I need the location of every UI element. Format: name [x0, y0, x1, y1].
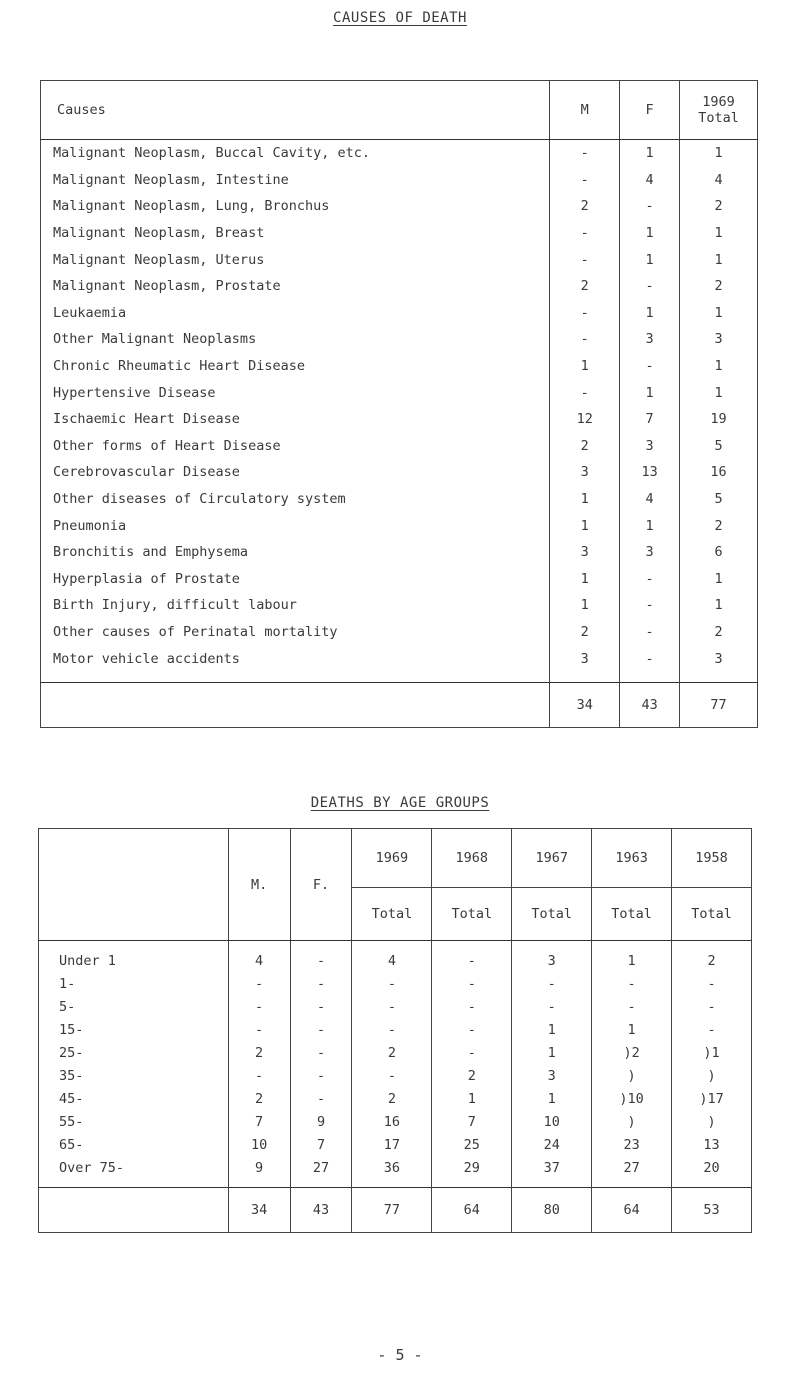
age-group-label: 45- — [59, 1090, 84, 1107]
age-group-value-y1967: 1 — [512, 1018, 592, 1041]
cause-total-count: 3 — [680, 326, 758, 353]
age-total-y1969: 77 — [352, 1188, 432, 1233]
cause-name: Other forms of Heart Disease — [53, 437, 281, 454]
causes-of-death-title: CAUSES OF DEATH — [333, 10, 467, 26]
age-group-value-y1968: 2 — [432, 1064, 512, 1087]
cause-male-count: 1 — [550, 486, 620, 513]
age-header-total-label: Total — [592, 888, 672, 941]
cause-female-count: 7 — [620, 406, 680, 433]
cause-female-count: 1 — [620, 220, 680, 247]
age-group-value-y1968: - — [432, 972, 512, 995]
age-group-value-y1967: - — [512, 995, 592, 1018]
causes-total-male: 34 — [550, 682, 620, 727]
age-group-value-y1969: - — [352, 972, 432, 995]
cause-female-count: - — [620, 353, 680, 380]
age-group-value-y1958: - — [672, 1018, 752, 1041]
cause-male-count: 2 — [550, 193, 620, 220]
deaths-by-age-table — [38, 828, 752, 1233]
age-group-label: 35- — [59, 1067, 84, 1084]
age-group-value-y1958: 2 — [672, 941, 752, 973]
cause-male-count: 1 — [550, 512, 620, 539]
age-group-label: 25- — [59, 1044, 84, 1061]
cause-female-count: - — [620, 645, 680, 672]
cause-total-count: 1 — [680, 140, 758, 167]
age-group-value-y1958: 20 — [672, 1156, 752, 1179]
age-group-value-y1967: 37 — [512, 1156, 592, 1179]
age-header-row-years — [39, 829, 752, 888]
age-group-value-y1969: - — [352, 995, 432, 1018]
age-group-value-y1968: - — [432, 995, 512, 1018]
age-group-value-y1969: - — [352, 1018, 432, 1041]
age-group-value-y1958: )1 — [672, 1041, 752, 1064]
age-group-value-y1969: 36 — [352, 1156, 432, 1179]
age-group-value-y1968: 29 — [432, 1156, 512, 1179]
cause-row — [41, 140, 758, 167]
cause-row — [41, 592, 758, 619]
cause-female-count: 1 — [620, 140, 680, 167]
cause-male-count: - — [550, 300, 620, 327]
age-group-value-y1958: 13 — [672, 1133, 752, 1156]
cause-name: Motor vehicle accidents — [53, 650, 240, 667]
age-total-y1963: 64 — [592, 1188, 672, 1233]
age-group-value-y1968: 25 — [432, 1133, 512, 1156]
cause-male-count: - — [550, 140, 620, 167]
cause-male-count: - — [550, 220, 620, 247]
cause-total-count: 1 — [680, 379, 758, 406]
cause-row — [41, 406, 758, 433]
age-header-year: 1958 — [672, 829, 752, 888]
age-spacer-row — [39, 1179, 752, 1188]
age-group-row — [39, 1064, 752, 1087]
cause-row — [41, 619, 758, 646]
cause-male-count: 1 — [550, 353, 620, 380]
age-group-value-y1963: 1 — [592, 1018, 672, 1041]
age-group-value-y1963: 27 — [592, 1156, 672, 1179]
cause-female-count: 4 — [620, 486, 680, 513]
cause-total-count: 2 — [680, 273, 758, 300]
cause-female-count: 3 — [620, 539, 680, 566]
age-group-value-y1958: - — [672, 972, 752, 995]
cause-name: Malignant Neoplasm, Buccal Cavity, etc. — [53, 145, 370, 162]
cause-row — [41, 486, 758, 513]
age-total-y1968: 64 — [432, 1188, 512, 1233]
cause-row — [41, 246, 758, 273]
age-group-value-f: - — [290, 995, 352, 1018]
age-group-value-y1967: 3 — [512, 941, 592, 973]
cause-male-count: - — [550, 379, 620, 406]
age-group-value-f: - — [290, 1018, 352, 1041]
cause-male-count: - — [550, 167, 620, 194]
age-total-y1967: 80 — [512, 1188, 592, 1233]
cause-total-count: 5 — [680, 486, 758, 513]
cause-row — [41, 193, 758, 220]
cause-row — [41, 433, 758, 460]
age-group-label: 5- — [59, 998, 76, 1015]
age-total-blank — [39, 1188, 229, 1233]
age-group-label: Over 75- — [59, 1159, 125, 1176]
cause-row — [41, 566, 758, 593]
age-group-value-y1967: 3 — [512, 1064, 592, 1087]
cause-name: Malignant Neoplasm, Prostate — [53, 278, 281, 295]
cause-name: Hyperplasia of Prostate — [53, 570, 240, 587]
cause-total-count: 19 — [680, 406, 758, 433]
cause-row — [41, 379, 758, 406]
cause-name: Bronchitis and Emphysema — [53, 544, 249, 561]
age-group-value-y1967: - — [512, 972, 592, 995]
age-group-row — [39, 995, 752, 1018]
cause-female-count: 1 — [620, 300, 680, 327]
age-total-m: 34 — [228, 1188, 290, 1233]
age-group-label: 1- — [59, 975, 76, 992]
causes-header-total — [680, 81, 758, 140]
cause-total-count: 2 — [680, 512, 758, 539]
cause-total-count: 2 — [680, 193, 758, 220]
cause-total-count: 1 — [680, 592, 758, 619]
cause-name: Ischaemic Heart Disease — [53, 411, 240, 428]
age-group-value-m: 7 — [228, 1110, 290, 1133]
age-group-row — [39, 1133, 752, 1156]
age-group-value-y1963: 1 — [592, 941, 672, 973]
cause-female-count: 1 — [620, 512, 680, 539]
cause-name: Malignant Neoplasm, Breast — [53, 225, 265, 242]
age-group-value-y1967: 1 — [512, 1041, 592, 1064]
cause-female-count: - — [620, 273, 680, 300]
age-group-value-f: 7 — [290, 1133, 352, 1156]
age-header-total-label: Total — [432, 888, 512, 941]
cause-male-count: 12 — [550, 406, 620, 433]
cause-total-count: 4 — [680, 167, 758, 194]
cause-row — [41, 539, 758, 566]
age-group-value-y1958: )17 — [672, 1087, 752, 1110]
cause-row — [41, 459, 758, 486]
age-group-row — [39, 1018, 752, 1041]
age-group-value-m: - — [228, 995, 290, 1018]
cause-name: Malignant Neoplasm, Uterus — [53, 251, 265, 268]
causes-spacer-row — [41, 672, 758, 683]
cause-female-count: 13 — [620, 459, 680, 486]
cause-total-count: 2 — [680, 619, 758, 646]
causes-header-m: M — [550, 81, 620, 140]
age-group-row — [39, 972, 752, 995]
cause-male-count: 1 — [550, 566, 620, 593]
cause-name: Other diseases of Circulatory system — [53, 491, 346, 508]
age-group-value-y1958: ) — [672, 1064, 752, 1087]
cause-row — [41, 645, 758, 672]
age-group-value-m: - — [228, 1018, 290, 1041]
age-group-label: 15- — [59, 1021, 84, 1038]
age-group-row — [39, 941, 752, 973]
cause-male-count: 2 — [550, 433, 620, 460]
cause-name: Leukaemia — [53, 304, 127, 321]
cause-female-count: 3 — [620, 326, 680, 353]
age-group-value-f: - — [290, 972, 352, 995]
cause-total-count: 1 — [680, 566, 758, 593]
cause-female-count: 1 — [620, 379, 680, 406]
age-group-value-y1963: ) — [592, 1110, 672, 1133]
age-group-value-m: - — [228, 1064, 290, 1087]
cause-total-count: 1 — [680, 300, 758, 327]
age-group-value-y1967: 24 — [512, 1133, 592, 1156]
deaths-by-age-groups-title: DEATHS BY AGE GROUPS — [310, 795, 490, 811]
age-header-f: F. — [290, 829, 352, 941]
age-group-value-f: - — [290, 1041, 352, 1064]
cause-male-count: 3 — [550, 459, 620, 486]
age-header-blank — [39, 829, 229, 941]
age-group-value-y1963: )2 — [592, 1041, 672, 1064]
cause-name: Other causes of Perinatal mortality — [53, 623, 338, 640]
cause-total-count: 3 — [680, 645, 758, 672]
age-total-y1958: 53 — [672, 1188, 752, 1233]
age-group-value-f: - — [290, 941, 352, 973]
age-header-year: 1969 — [352, 829, 432, 888]
cause-total-count: 1 — [680, 220, 758, 247]
age-group-value-y1969: 16 — [352, 1110, 432, 1133]
cause-row — [41, 167, 758, 194]
age-header-total-label: Total — [352, 888, 432, 941]
cause-female-count: - — [620, 592, 680, 619]
causes-header-total-label: Total — [698, 110, 739, 126]
cause-row — [41, 300, 758, 327]
age-group-value-y1969: 2 — [352, 1087, 432, 1110]
cause-female-count: 4 — [620, 167, 680, 194]
age-group-value-y1968: - — [432, 941, 512, 973]
cause-male-count: 2 — [550, 619, 620, 646]
age-total-f: 43 — [290, 1188, 352, 1233]
cause-total-count: 1 — [680, 353, 758, 380]
cause-total-count: 1 — [680, 246, 758, 273]
age-group-row — [39, 1110, 752, 1133]
causes-of-death-table — [40, 80, 758, 728]
causes-header-year: 1969 — [702, 94, 735, 110]
age-group-value-f: 27 — [290, 1156, 352, 1179]
cause-name: Chronic Rheumatic Heart Disease — [53, 358, 305, 375]
age-group-value-y1968: 7 — [432, 1110, 512, 1133]
age-group-row — [39, 1041, 752, 1064]
cause-female-count: - — [620, 619, 680, 646]
causes-total-female: 43 — [620, 682, 680, 727]
causes-header-cause: Causes — [41, 81, 550, 140]
cause-row — [41, 273, 758, 300]
age-group-value-y1968: 1 — [432, 1087, 512, 1110]
age-group-value-y1963: )10 — [592, 1087, 672, 1110]
age-group-value-y1967: 10 — [512, 1110, 592, 1133]
age-group-value-f: - — [290, 1087, 352, 1110]
age-group-value-y1958: ) — [672, 1110, 752, 1133]
cause-female-count: - — [620, 566, 680, 593]
cause-name: Malignant Neoplasm, Intestine — [53, 171, 289, 188]
cause-name: Cerebrovascular Disease — [53, 464, 240, 481]
age-total-row — [39, 1188, 752, 1233]
age-group-value-y1969: - — [352, 1064, 432, 1087]
age-group-value-y1963: - — [592, 972, 672, 995]
cause-female-count: 1 — [620, 246, 680, 273]
age-group-value-y1967: 1 — [512, 1087, 592, 1110]
cause-row — [41, 353, 758, 380]
cause-name: Hypertensive Disease — [53, 384, 216, 401]
cause-name: Pneumonia — [53, 517, 127, 534]
age-header-year: 1968 — [432, 829, 512, 888]
causes-header-row — [41, 81, 758, 140]
age-group-value-y1969: 17 — [352, 1133, 432, 1156]
cause-row — [41, 326, 758, 353]
age-group-value-y1963: 23 — [592, 1133, 672, 1156]
age-group-value-y1963: - — [592, 995, 672, 1018]
age-group-value-y1958: - — [672, 995, 752, 1018]
cause-name: Birth Injury, difficult labour — [53, 597, 297, 614]
age-group-value-m: 2 — [228, 1041, 290, 1064]
age-group-value-y1968: - — [432, 1018, 512, 1041]
cause-name: Other Malignant Neoplasms — [53, 331, 257, 348]
causes-header-f: F — [620, 81, 680, 140]
cause-row — [41, 220, 758, 247]
age-group-label: 65- — [59, 1136, 84, 1153]
page-number: - 5 - — [377, 1346, 423, 1364]
age-group-value-m: - — [228, 972, 290, 995]
age-group-value-y1969: 2 — [352, 1041, 432, 1064]
causes-total-blank — [41, 682, 550, 727]
cause-total-count: 16 — [680, 459, 758, 486]
cause-total-count: 6 — [680, 539, 758, 566]
cause-female-count: 3 — [620, 433, 680, 460]
age-header-total-label: Total — [512, 888, 592, 941]
age-group-value-f: - — [290, 1064, 352, 1087]
age-group-value-y1969: 4 — [352, 941, 432, 973]
age-header-year: 1963 — [592, 829, 672, 888]
cause-female-count: - — [620, 193, 680, 220]
age-group-value-y1968: - — [432, 1041, 512, 1064]
age-group-value-m: 4 — [228, 941, 290, 973]
age-group-value-m: 9 — [228, 1156, 290, 1179]
cause-row — [41, 512, 758, 539]
age-header-m: M. — [228, 829, 290, 941]
age-header-year: 1967 — [512, 829, 592, 888]
age-group-label: Under 1 — [59, 952, 116, 969]
cause-total-count: 5 — [680, 433, 758, 460]
age-group-row — [39, 1087, 752, 1110]
cause-male-count: - — [550, 326, 620, 353]
cause-male-count: 3 — [550, 645, 620, 672]
causes-total-all: 77 — [680, 682, 758, 727]
cause-male-count: 2 — [550, 273, 620, 300]
cause-male-count: 3 — [550, 539, 620, 566]
age-group-row — [39, 1156, 752, 1179]
cause-male-count: - — [550, 246, 620, 273]
cause-male-count: 1 — [550, 592, 620, 619]
causes-total-row — [41, 682, 758, 727]
age-group-value-m: 10 — [228, 1133, 290, 1156]
age-group-label: 55- — [59, 1113, 84, 1130]
age-header-total-label: Total — [672, 888, 752, 941]
age-group-value-f: 9 — [290, 1110, 352, 1133]
age-group-value-m: 2 — [228, 1087, 290, 1110]
cause-name: Malignant Neoplasm, Lung, Bronchus — [53, 198, 330, 215]
age-group-value-y1963: ) — [592, 1064, 672, 1087]
